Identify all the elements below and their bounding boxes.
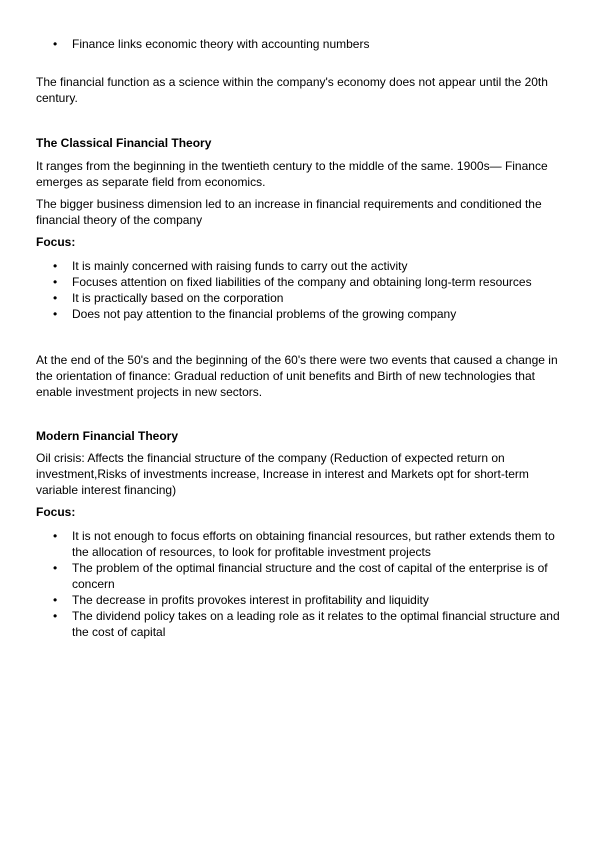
bullet-icon: • [53,593,58,607]
list-item [36,592,568,608]
bullet-icon: • [53,529,58,543]
list-item-text: It is mainly concerned with raising funds to carry out the activity [72,259,408,273]
modern-paragraph-1: Oil crisis: Affects the financial structure of the company (Reduction of expected return on investment,Risks of investments increase, Increase in interest and Markets opt for short-term variable interest financing) [36,451,529,497]
list-item [36,560,568,592]
list-item [36,36,568,52]
classical-paragraph-1: It ranges from the beginning in the twentieth century to the middle of the same. 1900s— Finance emerges as separate field from economics. [36,159,548,189]
list-item [36,258,568,274]
list-item-text: The decrease in profits provokes interest in profitability and liquidity [72,593,429,607]
bullet-icon: • [53,275,58,289]
list-item-text: Does not pay attention to the financial problems of the growing company [72,307,457,321]
classical-focus-label: Focus: [36,235,76,249]
list-item [36,274,568,290]
list-item-text: The problem of the optimal financial structure and the cost of capital of the enterprise is of concern [72,561,548,591]
bullet-icon: • [53,561,58,575]
list-item-text: Finance links economic theory with accounting numbers [72,37,370,51]
list-item [36,528,568,560]
modern-focus-list [36,528,568,640]
list-item-text: Focuses attention on fixed liabilities of the company and obtaining long-term resources [72,275,532,289]
list-item [36,290,568,306]
classical-focus-list [36,258,568,322]
classical-heading: The Classical Financial Theory [36,136,212,150]
intro-bullet-list [36,36,568,52]
bullet-icon: • [53,609,58,623]
list-item-text: It is practically based on the corporation [72,291,284,305]
bullet-icon: • [53,37,58,51]
intro-paragraph: The financial function as a science within the company's economy does not appear until the 20th century. [36,75,548,105]
bullet-icon: • [53,259,58,273]
modern-heading: Modern Financial Theory [36,429,179,443]
transition-paragraph: At the end of the 50's and the beginning of the 60's there were two events that caused a change in the orientation of finance: Gradual reduction of unit benefits and Birth of new technologies that enable investment projects in new sectors. [36,353,558,399]
classical-paragraph-2: The bigger business dimension led to an increase in financial requirements and conditioned the financial theory of the company [36,197,542,227]
list-item-text: It is not enough to focus efforts on obtaining financial resources, but rather extends them to the allocation of resources, to look for profitable investment projects [72,529,555,559]
bullet-icon: • [53,291,58,305]
list-item [36,608,568,640]
list-item [36,306,568,322]
list-item-text: The dividend policy takes on a leading role as it relates to the optimal financial structure and the cost of capital [72,609,560,639]
modern-focus-label: Focus: [36,505,76,519]
bullet-icon: • [53,307,58,321]
